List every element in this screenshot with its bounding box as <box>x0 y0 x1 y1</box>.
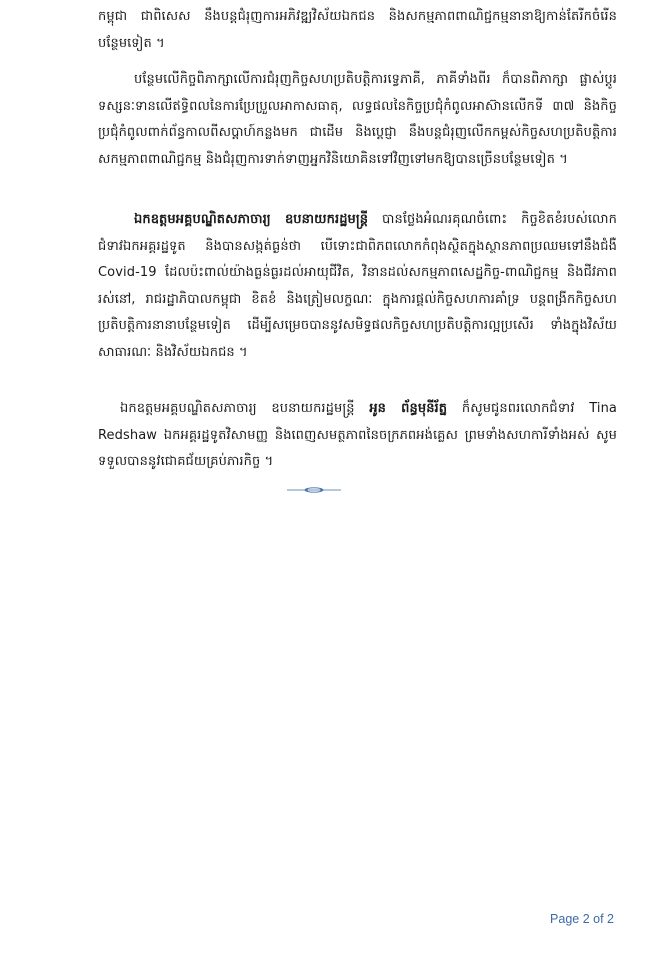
paragraph-3 <box>98 207 617 366</box>
paragraph-2 <box>98 67 617 173</box>
page-number: Page 2 of 2 <box>550 912 614 926</box>
paragraph-4-bold-name: អូន ព័ន្ធមុនីរ័ត្ន <box>369 401 448 416</box>
paragraph-1-text: កម្ពុជា ជាពិសេស នឹងបន្តជំរុញការអភិវឌ្ឍវិស័យឯកជន និងសកម្មភាពពាណិជ្ជកម្មនានាឱ្យកាន់តែរីកចំរើន បន្ថែមទៀត ។ <box>98 9 617 51</box>
paragraph-2-text: បន្ថែមលើកិច្ចពិភាក្សាលើការជំរុញកិច្ចសហប្រតិបត្តិការទ្វេភាគី, ភាគីទាំងពីរ ក៏បានពិភាក្សា ផ្លាស់ប្តូរទស្សនៈទានលើឥទ្ធិពលនៃការប្រែប្រួលអាកាសធាតុ, លទ្ធផលនៃកិច្ចប្រជុំកំពូលអាស៊ានលើកទី ៣៧ និងកិច្ចប្រជុំកំពូលពាក់ព័ន្ធកាលពីសប្តាហ៍កន្លងមក ជាដើម និងប្តេជ្ញា នឹងបន្តជំរុញលើកកម្ពស់កិច្ចសហប្រតិបត្តិការសកម្មភាពពាណិជ្ជកម្ម និងជំរុញការទាក់ទាញអ្នកវិនិយោគិនទៅវិញទៅមកឱ្យបានច្រើនបន្ថែមទៀត ។ <box>98 72 617 167</box>
paragraph-3-bold-title: ឯកឧត្តមអគ្គបណ្ឌិតសភាចារ្យ ឧបនាយករដ្ឋមន្ត្រី <box>134 212 369 227</box>
divider-dot-right <box>320 489 322 491</box>
ornamental-divider <box>287 487 341 493</box>
paragraph-3-text: បានថ្លែងអំណរគុណចំពោះ កិច្ចខិតខំរបស់លោកជំទាវឯកអគ្គរដ្ឋទូត និងបានសង្កត់ធ្ងន់ថា បើទោះជាពិភពលោកកំពុងស្ថិតក្នុងស្ថានភាពប្រឈមទៅនឹងជំងឺ Covid-19 ដែលប៉ះពាល់យ៉ាងធ្ងន់ធ្ងរដល់អាយុជីវិត, វិនានដល់សកម្មភាពសេដ្ឋកិច្ច-ពាណិជ្ជកម្ម និងជីវភាពរស់នៅ, រាជរដ្ឋាភិបាលកម្ពុជា ខិតខំ និងត្រៀមលក្ខណៈ ក្នុងការផ្តល់កិច្ចសហការគាំទ្រ បន្តពង្រីកកិច្ចសហប្រតិបត្តិការនានាបន្ថែមទៀត ដើម្បីសម្រេចបាននូវសមិទ្ធផលកិច្ចសហប្រតិបត្តិការល្អប្រសើរ ទាំងក្នុងវិស័យសាធារណៈ និងវិស័យឯកជន ។ <box>98 212 617 360</box>
paragraph-4-text-b: ក៏សូមជូនពរលោកជំទាវ Tina Redshaw ឯកអគ្គរដ្ឋទូតវិសាមញ្ញ និងពេញសមត្ថភាពនៃចក្រភពអង់គ្លេស ព្រមទាំងសហការីទាំងអស់ សូមទទួលបាននូវជោគជ័យគ្រប់ភារកិច្ច ។ <box>98 401 617 469</box>
paragraph-4 <box>98 396 617 476</box>
paragraph-4-text-a: ឯកឧត្តមអគ្គបណ្ឌិតសភាចារ្យ ឧបនាយករដ្ឋមន្ត្រី <box>120 401 370 416</box>
divider-dot-left <box>306 489 308 491</box>
paragraph-1 <box>98 4 617 57</box>
